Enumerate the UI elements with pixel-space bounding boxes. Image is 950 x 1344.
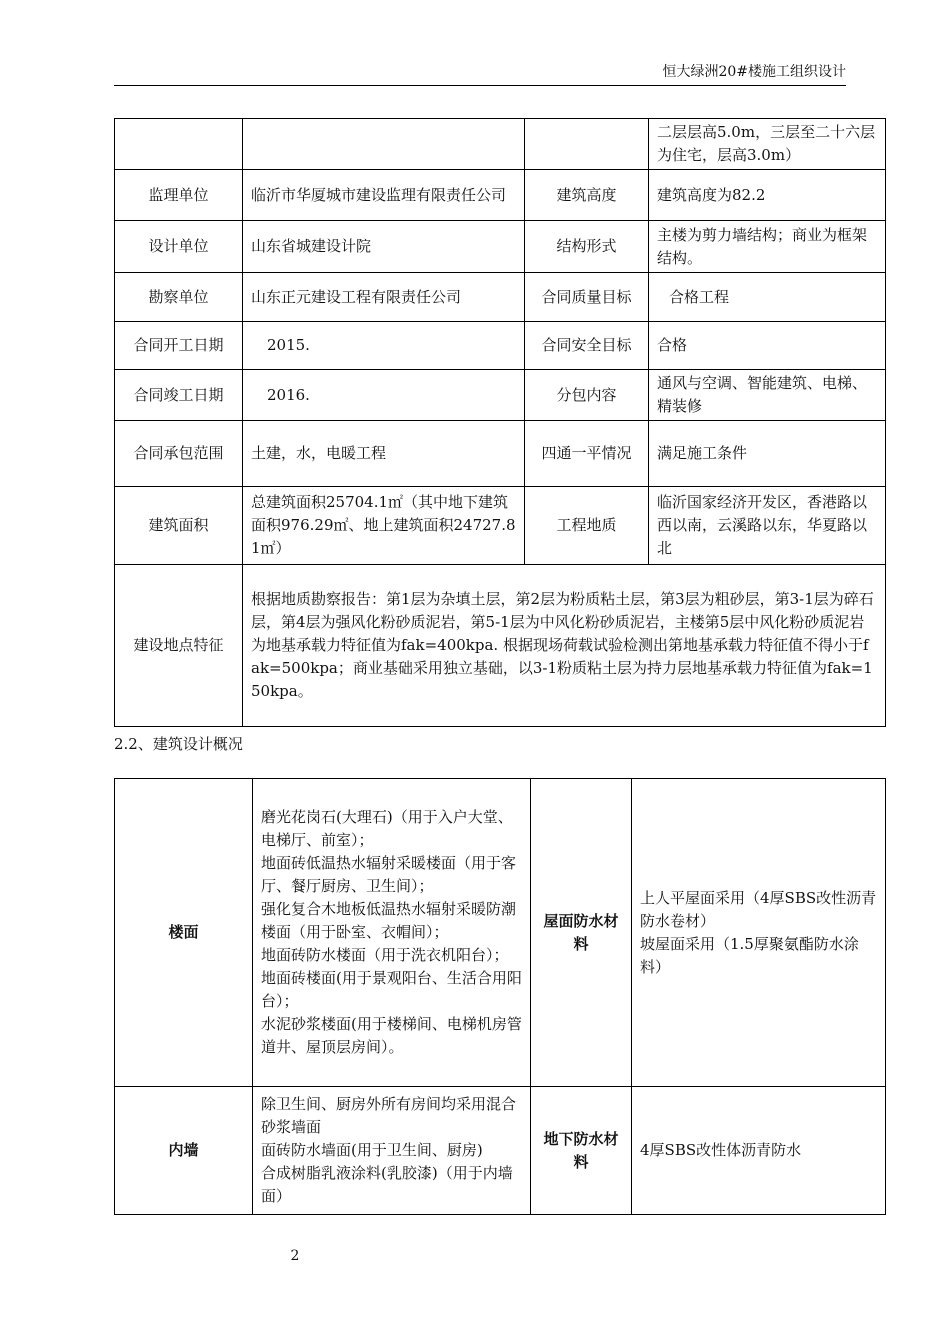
cell-label: 设计单位 bbox=[115, 221, 243, 273]
section-title: 2.2、建筑设计概况 bbox=[114, 735, 243, 753]
text-line: 合成树脂乳液涂料(乳胶漆)（用于内墙面） bbox=[261, 1164, 513, 1205]
cell-value: 根据地质勘察报告：第1层为杂填土层，第2层为粉质粘土层，第3层为粗砂层，第3-1层为碎石层，第4层为强风化粉砂质泥岩，第5-1层为中风化粉砂质泥岩，主楼第5层中风化粉砂质泥岩为地基承载力特征值为fak=400kpa. 根据现场荷载试验检测出第地基承载力特征值不得小于fak=500kpa；商业基础采用独立基础，以3-1粉质粘土层为持力层地基承载力特征值为fak=150kpa。 bbox=[243, 565, 886, 727]
text-line: 面砖防水墙面(用于卫生间、厨房) bbox=[261, 1141, 483, 1159]
cell-value: 土建，水，电暖工程 bbox=[243, 421, 525, 487]
cell-label: 工程地质 bbox=[525, 487, 649, 565]
table-row bbox=[115, 370, 886, 421]
cell-value: 山东省城建设计院 bbox=[243, 221, 525, 273]
page-number: 2 bbox=[290, 1248, 300, 1264]
cell-value: 满足施工条件 bbox=[649, 421, 886, 487]
table-row bbox=[115, 779, 886, 1087]
text-line: 地面砖低温热水辐射采暖楼面（用于客厅、餐厅厨房、卫生间）； bbox=[261, 854, 517, 895]
cell-value: 二层层高5.0m，三层至二十六层为住宅，层高3.0m） bbox=[649, 119, 886, 170]
text-line: 地面砖防水楼面（用于洗衣机阳台）； bbox=[261, 946, 509, 964]
table-row bbox=[115, 487, 886, 565]
cell-value: 通风与空调、智能建筑、电梯、精装修 bbox=[649, 370, 886, 421]
cell-label: 合同安全目标 bbox=[525, 322, 649, 370]
cell-value: 临沂国家经济开发区，香港路以西以南，云溪路以东，华夏路以北 bbox=[649, 487, 886, 565]
page-header: 恒大绿洲20#楼施工组织设计 bbox=[662, 64, 846, 80]
cell-label: 地下防水材料 bbox=[531, 1087, 632, 1215]
text-line: 坡屋面采用（1.5厚聚氨酯防水涂料） bbox=[640, 934, 859, 976]
project-overview-table bbox=[114, 118, 886, 727]
cell-label: 监理单位 bbox=[115, 170, 243, 221]
cell-value: 总建筑面积25704.1㎡（其中地下建筑面积976.29㎡、地上建筑面积24727.81㎡） bbox=[243, 487, 525, 565]
text-line: 4厚SBS改性体沥青防水 bbox=[640, 1141, 802, 1159]
table-row bbox=[115, 322, 886, 370]
cell-value: 2015. bbox=[243, 322, 525, 370]
cell-value: 临沂市华厦城市建设监理有限责任公司 bbox=[243, 170, 525, 221]
table-row bbox=[115, 565, 886, 727]
cell-value bbox=[632, 779, 886, 1087]
cell-value bbox=[253, 1087, 531, 1215]
cell-label: 四通一平情况 bbox=[525, 421, 649, 487]
cell-label: 合同承包范围 bbox=[115, 421, 243, 487]
text-line: 水泥砂浆楼面(用于楼梯间、电梯机房管道井、屋顶层房间）。 bbox=[261, 1015, 522, 1056]
cell-value: 合格工程 bbox=[649, 273, 886, 322]
cell-label: 分包内容 bbox=[525, 370, 649, 421]
cell-label: 楼面 bbox=[115, 779, 253, 1087]
table-row bbox=[115, 421, 886, 487]
architectural-design-table bbox=[114, 778, 886, 1215]
text-line: 地面砖楼面(用于景观阳台、生活合用阳台）； bbox=[261, 969, 522, 1010]
cell-label: 合同开工日期 bbox=[115, 322, 243, 370]
table-row bbox=[115, 221, 886, 273]
cell-label: 建筑面积 bbox=[115, 487, 243, 565]
text-line: 强化复合木地板低温热水辐射采暖防潮楼面（用于卧室、衣帽间）； bbox=[261, 900, 517, 941]
text-line: 上人平屋面采用（4厚SBS改性沥青防水卷材） bbox=[640, 888, 877, 930]
cell-value bbox=[253, 779, 531, 1087]
cell-value: 2016. bbox=[243, 370, 525, 421]
table-row bbox=[115, 273, 886, 322]
cell-label: 屋面防水材料 bbox=[531, 779, 632, 1087]
cell-label: 合同质量目标 bbox=[525, 273, 649, 322]
cell-value bbox=[632, 1087, 886, 1215]
cell-label: 勘察单位 bbox=[115, 273, 243, 322]
cell-label: 内墙 bbox=[115, 1087, 253, 1215]
header-divider bbox=[114, 85, 846, 86]
table-row bbox=[115, 1087, 886, 1215]
cell-label: 建设地点特征 bbox=[115, 565, 243, 727]
table-row bbox=[115, 119, 886, 170]
cell-value: 主楼为剪力墙结构；商业为框架结构。 bbox=[649, 221, 886, 273]
cell-label: 结构形式 bbox=[525, 221, 649, 273]
cell-value: 山东正元建设工程有限责任公司 bbox=[243, 273, 525, 322]
text-line: 除卫生间、厨房外所有房间均采用混合砂浆墙面 bbox=[261, 1095, 517, 1136]
cell-label: 合同竣工日期 bbox=[115, 370, 243, 421]
cell-value: 建筑高度为82.2 bbox=[649, 170, 886, 221]
table-row bbox=[115, 170, 886, 221]
text-line: 磨光花岗石(大理石)（用于入户大堂、电梯厅、前室）； bbox=[261, 808, 513, 849]
cell-label: 建筑高度 bbox=[525, 170, 649, 221]
cell-value: 合格 bbox=[649, 322, 886, 370]
